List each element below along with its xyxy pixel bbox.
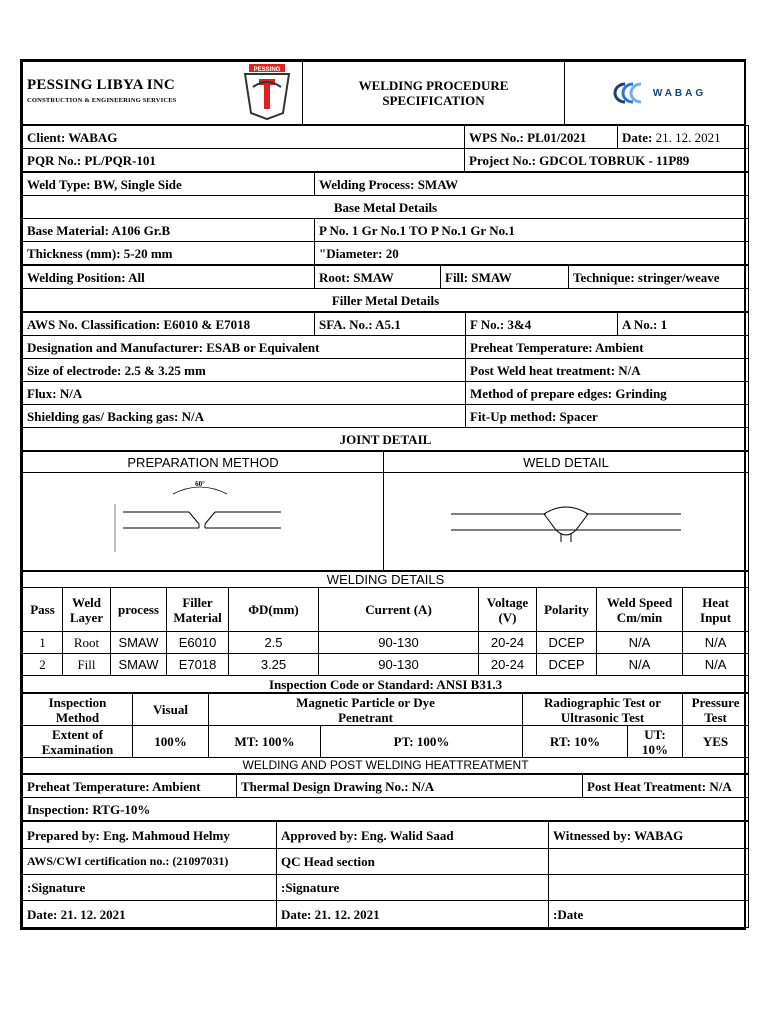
cell-layer: Root xyxy=(63,632,111,654)
client-logo xyxy=(565,62,745,125)
pqr-no-field: PQR No.: PL/PQR-101 xyxy=(23,149,465,172)
thickness-field: Thickness (mm): 5-20 mm xyxy=(23,242,315,265)
logo-text: PESSING xyxy=(253,66,281,73)
witnessed-by: Witnessed by: WABAG xyxy=(549,822,749,849)
signature-3 xyxy=(549,875,749,901)
cell-voltage: 20-24 xyxy=(479,654,537,676)
cell-heat-input: N/A xyxy=(683,632,749,654)
col-weld-layer: Weld Layer xyxy=(63,588,111,632)
rt-ut-header: Radiographic Test or Ultrasonic Test xyxy=(523,694,683,726)
position-table xyxy=(22,265,749,312)
inspection-rtg-field: Inspection: RTG-10% xyxy=(23,798,749,821)
mt-extent: MT: 100% xyxy=(209,726,321,758)
technique-field: Technique: stringer/weave xyxy=(569,266,749,289)
welding-process-field: Welding Process: SMAW xyxy=(315,173,749,196)
signoff-date-3: :Date xyxy=(549,901,749,928)
signature-2: :Signature xyxy=(277,875,549,901)
cell-polarity: DCEP xyxy=(537,632,597,654)
mt-pt-header: Magnetic Particle or Dye Penetrant xyxy=(209,694,523,726)
cell-process: SMAW xyxy=(111,654,167,676)
cell-filler: E7018 xyxy=(167,654,229,676)
company-subtitle: CONSTRUCTION & ENGINEERING SERVICES xyxy=(27,97,177,104)
doc-title-line1: WELDING PROCEDURE xyxy=(358,78,509,93)
cell-pass: 2 xyxy=(23,654,63,676)
signature-1: :Signature xyxy=(23,875,277,901)
pessing-logo xyxy=(233,62,303,125)
root-field: Root: SMAW xyxy=(315,266,441,289)
sfa-no-field: SFA. No.: A5.1 xyxy=(315,313,466,336)
cell-process: SMAW xyxy=(111,632,167,654)
heat-treatment-table xyxy=(22,774,749,821)
weld-type-table xyxy=(22,172,749,265)
extent-label: Extent of Examination xyxy=(23,726,133,758)
inspection-code: Inspection Code or Standard: ANSI B31.3 xyxy=(23,676,749,693)
company-name: PESSING LIBYA INC xyxy=(27,77,175,93)
welding-position-field: Welding Position: All xyxy=(23,266,315,289)
fill-field: Fill: SMAW xyxy=(441,266,569,289)
weld-detail-label: WELD DETAIL xyxy=(384,452,749,473)
col-pass: Pass xyxy=(23,588,63,632)
col-diameter: ΦD(mm) xyxy=(229,588,319,632)
cell-pass: 1 xyxy=(23,632,63,654)
designation-field: Designation and Manufacturer: ESAB or Equivalent xyxy=(23,336,466,359)
aws-classification-field: AWS No. Classification: E6010 & E7018 xyxy=(23,313,315,336)
table-row xyxy=(23,632,749,654)
col-process: process xyxy=(111,588,167,632)
pressure-test-header: Pressure Test xyxy=(683,694,749,726)
bevel-preparation-icon xyxy=(103,474,303,566)
joint-detail-title: JOINT DETAIL xyxy=(23,428,749,451)
filler-table xyxy=(22,312,749,451)
cell-filler: E6010 xyxy=(167,632,229,654)
visual-header: Visual xyxy=(133,694,209,726)
bevel-angle-label: 60° xyxy=(195,480,205,488)
cell-diameter: 2.5 xyxy=(229,632,319,654)
weld-profile-icon xyxy=(441,474,691,566)
doc-title-line2: SPECIFICATION xyxy=(382,93,485,108)
col-current: Current (A) xyxy=(319,588,479,632)
signoff-table xyxy=(22,821,749,928)
doc-title xyxy=(303,62,565,125)
base-material-field: Base Material: A106 Gr.B xyxy=(23,219,315,242)
wps-no-field: WPS No.: PL01/2021 xyxy=(465,126,618,149)
pt-extent: PT: 100% xyxy=(321,726,523,758)
company-block xyxy=(23,62,233,125)
approved-by: Approved by: Eng. Walid Saad xyxy=(277,822,549,849)
header-table xyxy=(22,61,745,125)
wabag-logo-icon xyxy=(603,82,647,104)
date-value: 21. 12. 2021 xyxy=(655,129,721,145)
date-field: Date: 21. 12. 2021 xyxy=(618,126,749,149)
f-no-field: F No.: 3&4 xyxy=(466,313,618,336)
base-metal-title: Base Metal Details xyxy=(23,196,749,219)
cell-layer: Fill xyxy=(63,654,111,676)
witness-blank xyxy=(549,849,749,875)
ht-preheat-field: Preheat Temperature: Ambient xyxy=(23,775,237,798)
post-heat-field: Post Heat Treatment: N/A xyxy=(583,775,749,798)
pressure-extent: YES xyxy=(683,726,749,758)
pwht-field: Post Weld heat treatment: N/A xyxy=(466,359,749,382)
cell-speed: N/A xyxy=(597,632,683,654)
flux-field: Flux: N/A xyxy=(23,382,466,405)
client-field: Client: WABAG xyxy=(23,126,465,149)
edge-prep-field: Method of prepare edges: Grinding xyxy=(466,382,749,405)
pessing-logo-icon xyxy=(239,63,295,121)
col-filler-material: Filler Material xyxy=(167,588,229,632)
thermal-drawing-field: Thermal Design Drawing No.: N/A xyxy=(237,775,583,798)
col-heat-input: Heat Input xyxy=(683,588,749,632)
prepared-by: Prepared by: Eng. Mahmoud Helmy xyxy=(23,822,277,849)
info-table xyxy=(22,125,749,172)
inspection-method-label: Inspection Method xyxy=(23,694,133,726)
cell-current: 90-130 xyxy=(319,654,479,676)
prep-method-label: PREPARATION METHOD xyxy=(23,452,384,473)
prep-sketch xyxy=(23,473,384,571)
welding-details-table xyxy=(22,571,749,693)
a-no-field: A No.: 1 xyxy=(618,313,749,336)
inspection-table xyxy=(22,693,749,774)
rt-extent: RT: 10% xyxy=(523,726,628,758)
gas-field: Shielding gas/ Backing gas: N/A xyxy=(23,405,466,428)
wabag-logo-text: WABAG xyxy=(652,87,707,99)
p-no-field: P No. 1 Gr No.1 TO P No.1 Gr No.1 xyxy=(315,219,749,242)
joint-table xyxy=(22,451,749,571)
cell-heat-input: N/A xyxy=(683,654,749,676)
weld-sketch xyxy=(384,473,749,571)
ut-extent: UT: 10% xyxy=(628,726,683,758)
preheat-field: Preheat Temperature: Ambient xyxy=(466,336,749,359)
col-polarity: Polarity xyxy=(537,588,597,632)
fitup-field: Fit-Up method: Spacer xyxy=(466,405,749,428)
heat-treatment-title: WELDING AND POST WELDING HEATTREATMENT xyxy=(23,758,749,774)
cell-diameter: 3.25 xyxy=(229,654,319,676)
table-row xyxy=(23,654,749,676)
wps-document xyxy=(20,59,746,930)
signoff-date-2: Date: 21. 12. 2021 xyxy=(277,901,549,928)
welding-details-title: WELDING DETAILS xyxy=(23,572,749,588)
cell-current: 90-130 xyxy=(319,632,479,654)
welding-details-header-row xyxy=(23,588,749,632)
cell-polarity: DCEP xyxy=(537,654,597,676)
visual-extent: 100% xyxy=(133,726,209,758)
electrode-size-field: Size of electrode: 2.5 & 3.25 mm xyxy=(23,359,466,382)
project-no-field: Project No.: GDCOL TOBRUK - 11P89 xyxy=(465,149,749,172)
col-weld-speed: Weld Speed Cm/min xyxy=(597,588,683,632)
filler-metal-title: Filler Metal Details xyxy=(23,289,749,312)
col-voltage: Voltage (V) xyxy=(479,588,537,632)
cell-voltage: 20-24 xyxy=(479,632,537,654)
aws-cwi-cert: AWS/CWI certification no.: (21097031) xyxy=(23,849,277,875)
qc-head-section: QC Head section xyxy=(277,849,549,875)
signoff-date-1: Date: 21. 12. 2021 xyxy=(23,901,277,928)
diameter-field: "Diameter: 20 xyxy=(315,242,749,265)
weld-type-field: Weld Type: BW, Single Side xyxy=(23,173,315,196)
cell-speed: N/A xyxy=(597,654,683,676)
